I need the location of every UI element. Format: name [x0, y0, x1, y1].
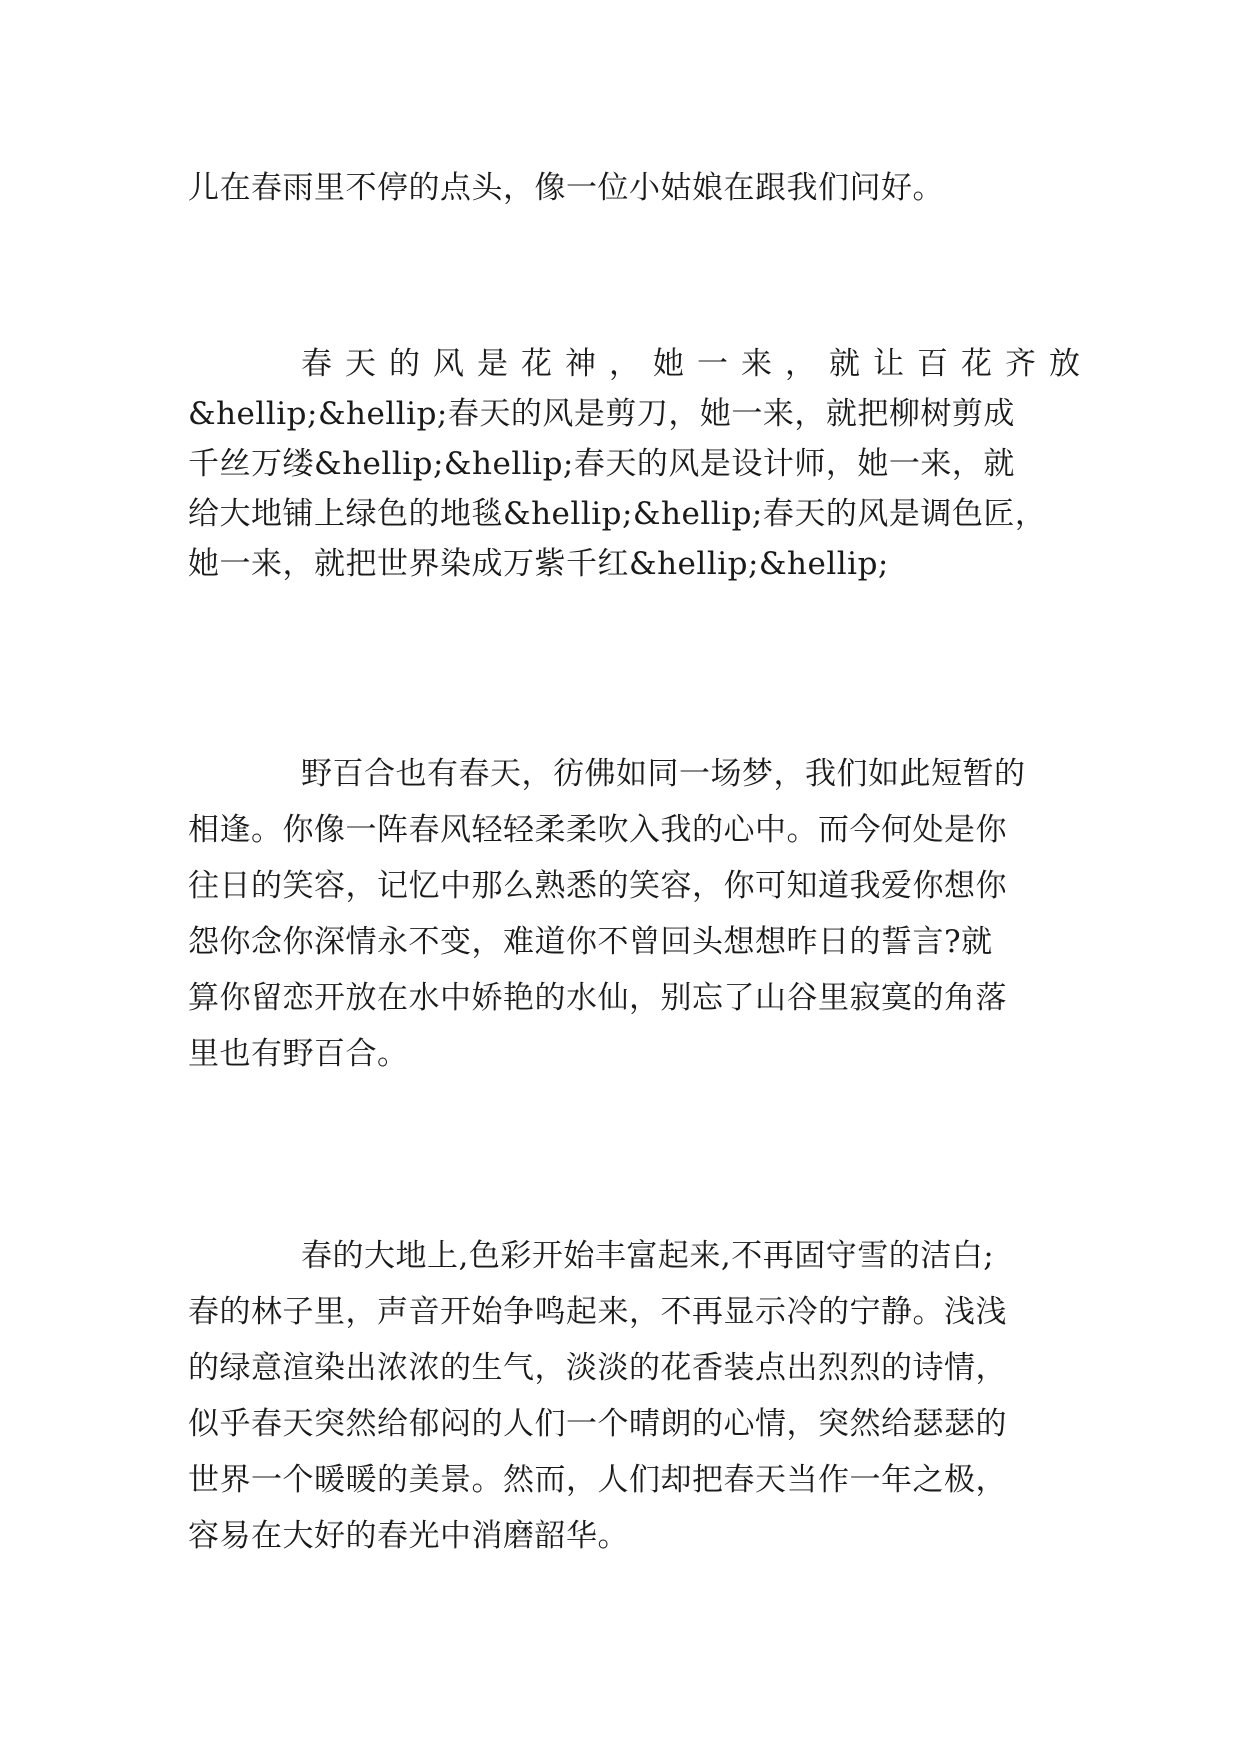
paragraph-2-line-3: 千丝万缕&hellip;&hellip;春天的风是设计师，她一来，就: [188, 446, 1015, 482]
paragraph-4-line-1: 春的大地上,色彩开始丰富起来,不再固守雪的洁白;: [301, 1238, 995, 1274]
paragraph-3-line-4: 怨你念你深情永不变，难道你不曾回头想想昨日的誓言?就: [188, 924, 993, 960]
paragraph-4-line-6: 容易在大好的春光中消磨韶华。: [188, 1518, 629, 1554]
paragraph-4-line-4: 似乎春天突然给郁闷的人们一个晴朗的心情，突然给瑟瑟的: [188, 1406, 1007, 1442]
paragraph-4-line-5: 世界一个暖暖的美景。然而，人们却把春天当作一年之极，: [188, 1462, 1007, 1498]
paragraph-2-line-4: 给大地铺上绿色的地毯&hellip;&hellip;春天的风是调色匠，: [188, 496, 1047, 532]
paragraph-3-line-5: 算你留恋开放在水中娇艳的水仙，别忘了山谷里寂寞的角落: [188, 980, 1007, 1016]
paragraph-2-line-5: 她一来，就把世界染成万紫千红&hellip;&hellip;: [188, 546, 889, 582]
paragraph-2-line-2: &hellip;&hellip;春天的风是剪刀，她一来，就把柳树剪成: [188, 396, 1015, 432]
paragraph-3-line-2: 相逢。你像一阵春风轻轻柔柔吹入我的心中。而今何处是你: [188, 812, 1007, 848]
paragraph-3-line-3: 往日的笑容，记忆中那么熟悉的笑容，你可知道我爱你想你: [188, 868, 1007, 904]
paragraph-4-line-2: 春的林子里，声音开始争鸣起来，不再显示冷的宁静。浅浅: [188, 1294, 1007, 1330]
paragraph-2-line-1: 春天的风是花神，她一来，就让百花齐放: [301, 346, 1093, 382]
paragraph-3-line-1: 野百合也有春天，彷佛如同一场梦，我们如此短暂的: [301, 756, 1026, 792]
paragraph-3-line-6: 里也有野百合。: [188, 1036, 409, 1072]
paragraph-4-line-3: 的绿意渲染出浓浓的生气，淡淡的花香装点出烈烈的诗情，: [188, 1350, 1007, 1386]
paragraph-1-line-1: 儿在春雨里不停的点头，像一位小姑娘在跟我们问好。: [188, 170, 944, 206]
